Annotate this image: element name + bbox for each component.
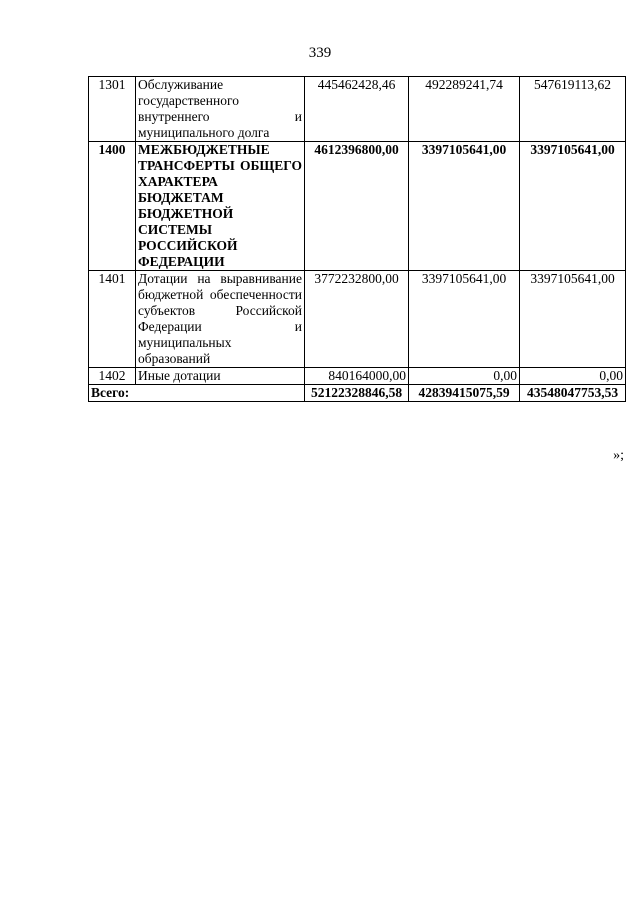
total-row	[89, 385, 626, 402]
table-row	[89, 142, 626, 271]
table-row	[89, 77, 626, 142]
row-value-1: 445462428,46	[305, 77, 409, 142]
page-number: 339	[308, 45, 332, 61]
row-name: Дотации на выравнивание бюджетной обеспеченности субъектов Российской Федерации и муниципальных образований	[136, 271, 305, 368]
row-value-1: 840164000,00	[305, 368, 409, 385]
table-row	[89, 271, 626, 368]
row-code: 1401	[89, 271, 136, 368]
row-value-3: 0,00	[520, 368, 626, 385]
row-value-3: 3397105641,00	[520, 142, 626, 271]
row-name: Иные дотации	[136, 368, 305, 385]
row-value-2: 3397105641,00	[409, 271, 520, 368]
total-value-2: 42839415075,59	[409, 385, 520, 402]
row-code: 1400	[89, 142, 136, 271]
row-value-1: 4612396800,00	[305, 142, 409, 271]
row-value-3: 547619113,62	[520, 77, 626, 142]
table-row	[89, 368, 626, 385]
row-code: 1402	[89, 368, 136, 385]
row-value-2: 0,00	[409, 368, 520, 385]
row-name: Обслуживание государственного внутреннего и муниципального долга	[136, 77, 305, 142]
row-code: 1301	[89, 77, 136, 142]
budget-table	[88, 76, 626, 402]
row-name: МЕЖБЮДЖЕТНЫЕ ТРАНСФЕРТЫ ОБЩЕГО ХАРАКТЕРА БЮДЖЕТАМ БЮДЖЕТНОЙ СИСТЕМЫ РОССИЙСКОЙ ФЕДЕРАЦИИ	[136, 142, 305, 271]
total-value-1: 52122328846,58	[305, 385, 409, 402]
row-value-2: 492289241,74	[409, 77, 520, 142]
total-value-3: 43548047753,53	[520, 385, 626, 402]
row-value-2: 3397105641,00	[409, 142, 520, 271]
row-value-3: 3397105641,00	[520, 271, 626, 368]
row-value-1: 3772232800,00	[305, 271, 409, 368]
closing-quote-mark: »;	[613, 448, 624, 463]
total-label: Всего:	[89, 385, 305, 402]
